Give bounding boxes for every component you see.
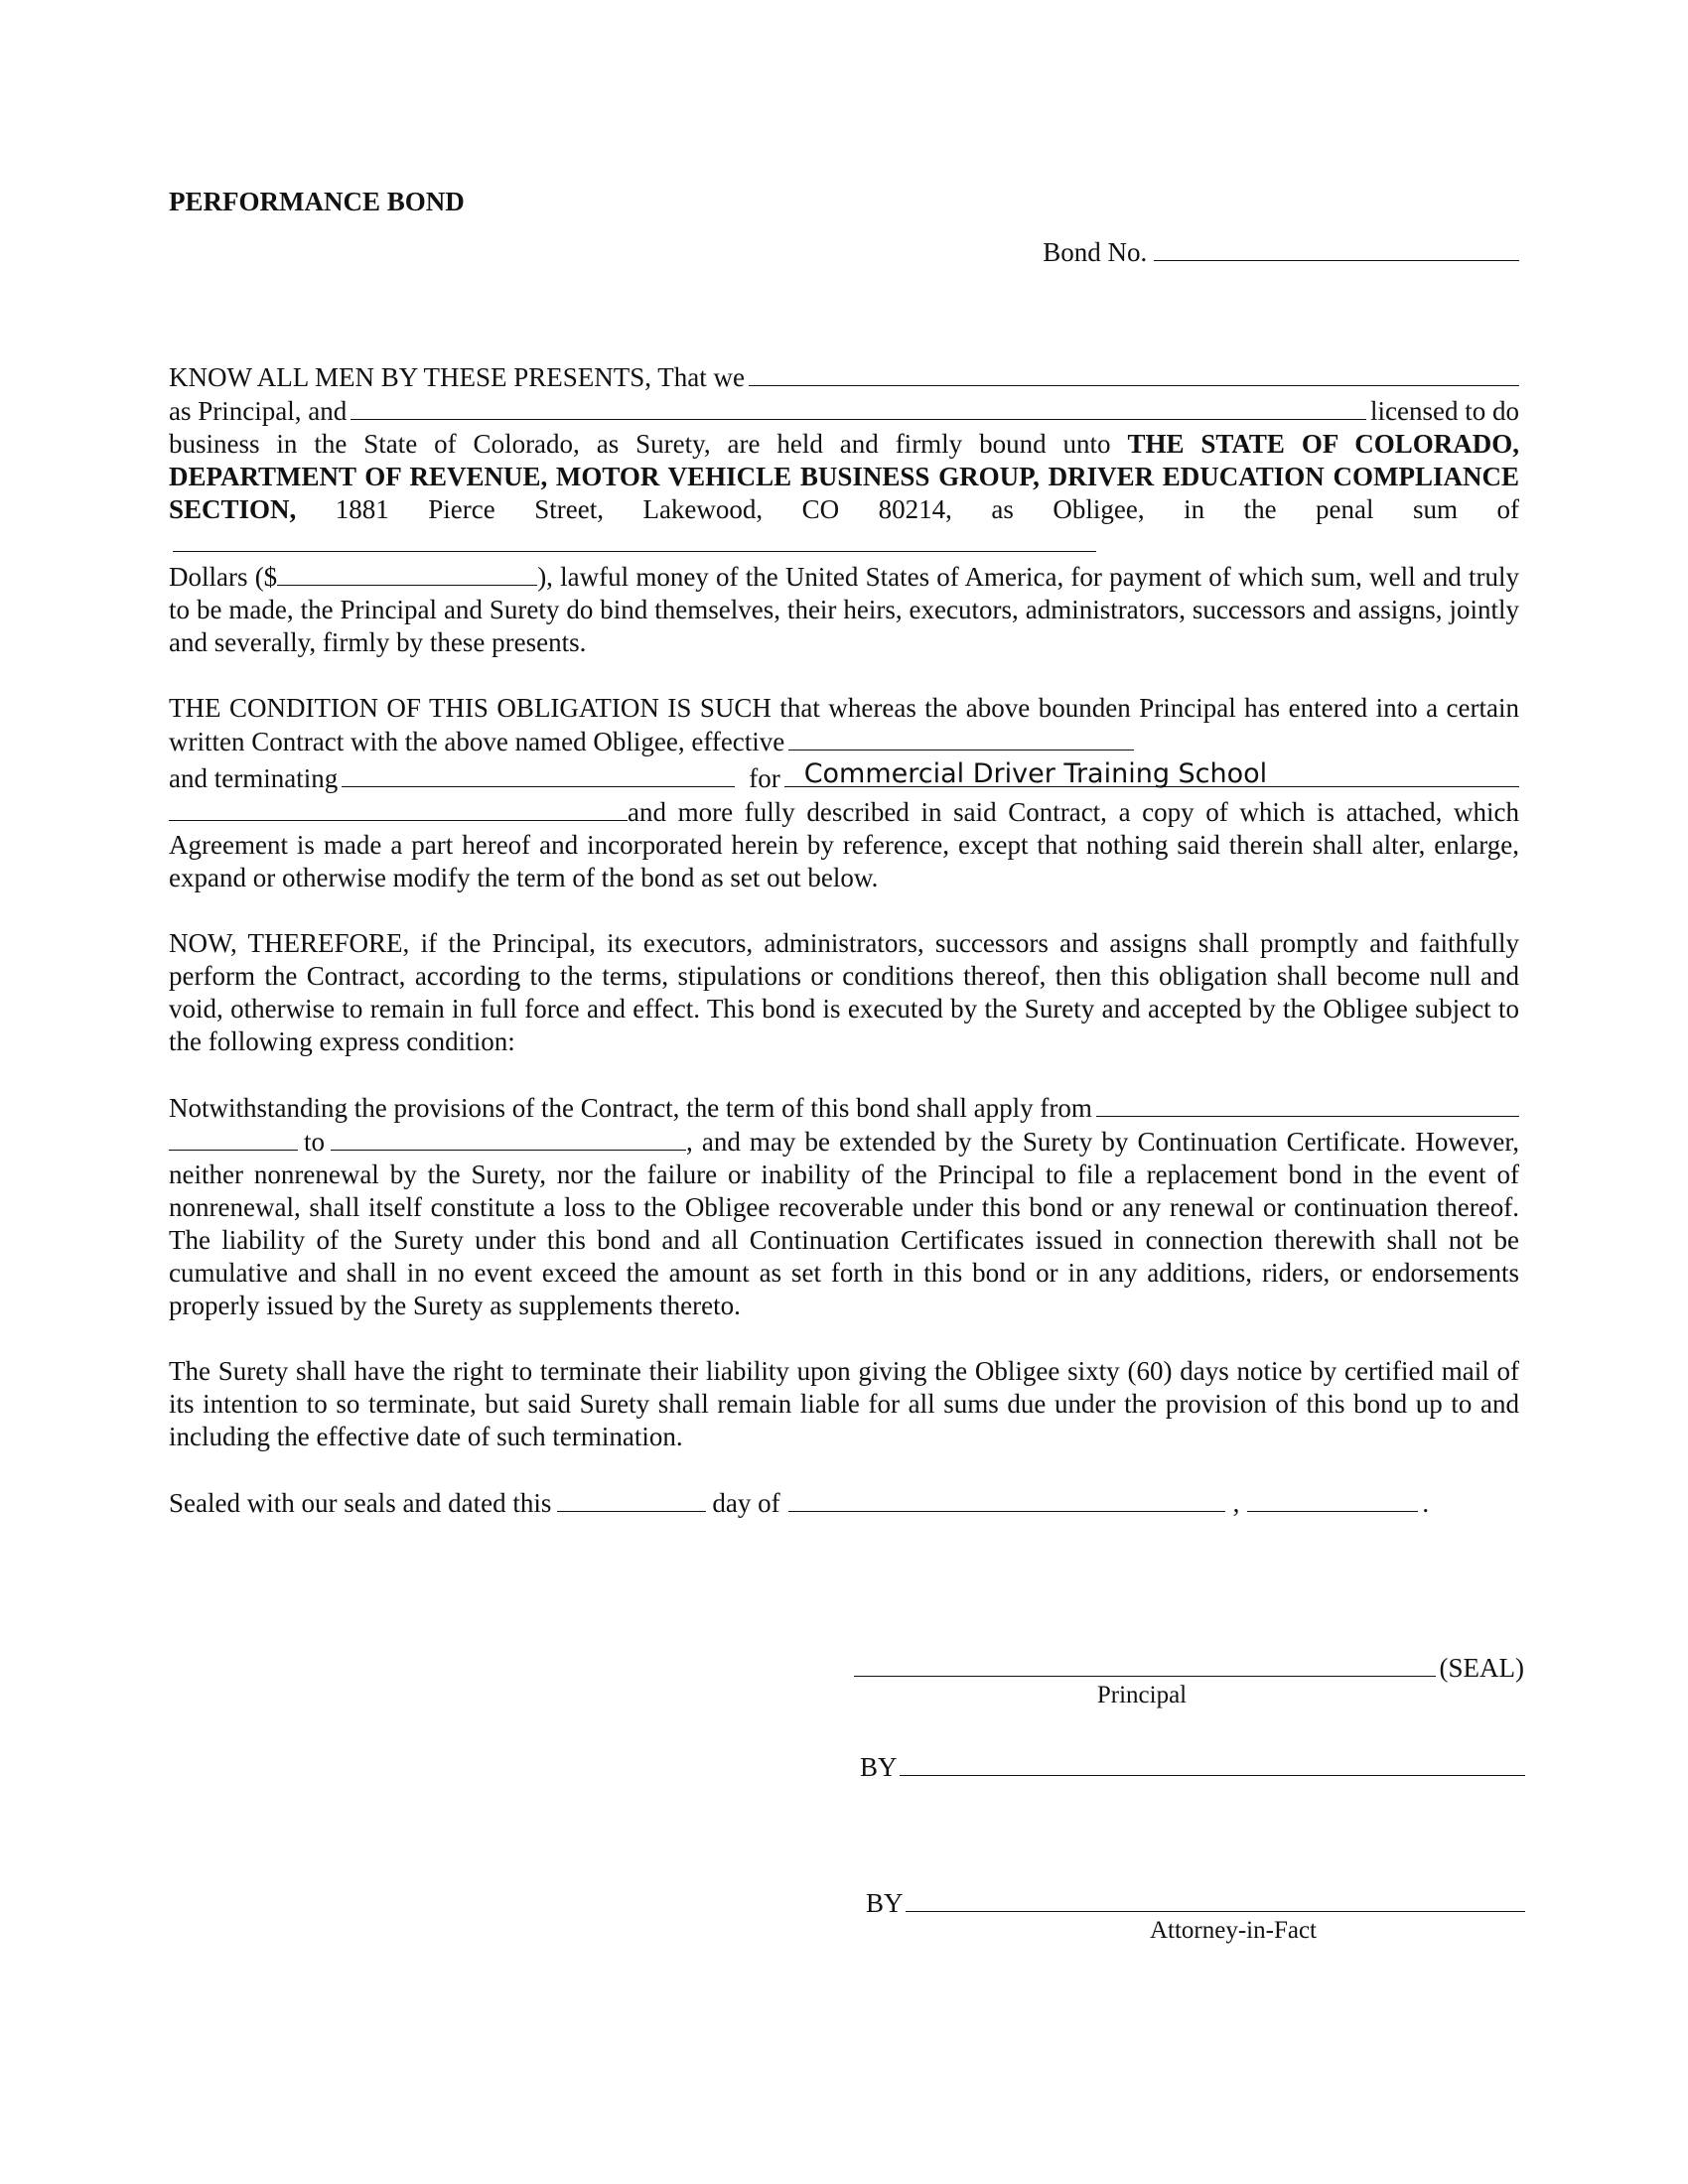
attorney-signature-block: [866, 1888, 1525, 1945]
text-bound-obligee: business in the State of Colorado, as Surety, are held and firmly bound unto THE STATE OF COLORADO, DEPARTMENT OF REVENUE, MOTOR VEHICLE BUSINESS GROUP, DRIVER EDUCATION COMPLIANCE SECTION, 1881 Pierce Street, Lakewood, CO 80214, as Obligee, in the penal sum of: [169, 428, 1519, 560]
text-condition: THE CONDITION OF THIS OBLIGATION IS SUCH that whereas the above bounden Principal has entered into a certain written Contract with the above named Obligee, effective: [169, 693, 1519, 756]
surety-name-field[interactable]: [351, 394, 1366, 420]
text-day-of: day of: [712, 1488, 780, 1518]
text-know-all-men: KNOW ALL MEN BY THESE PRESENTS, That we: [169, 362, 745, 392]
penal-sum-amount-field[interactable]: [277, 560, 537, 586]
bond-number-label: Bond No.: [1043, 237, 1148, 267]
month-field[interactable]: [788, 1486, 1225, 1512]
text-notwithstanding: Notwithstanding the provisions of the Contract, the term of this bond shall apply from: [169, 1093, 1092, 1123]
bond-number-row: [169, 235, 1519, 269]
seal-label: (SEAL): [1439, 1653, 1524, 1683]
text-term-extension: to , and may be extended by the Surety by Continuation Certificate. However, neither nonrenewal by the Surety, nor the failure or inability of the Principal to file a replacement bond in the event of nonrenewal, shall itself constitute a loss to the Obligee recoverable under this bond or any renewal or continuation thereof. The liability of the Surety under this bond and all Continuation Certificates issued in connection therewith shall not be cumulative and shall in no event exceed the amount as set forth in this bond or in any additions, riders, or endorsements properly issued by the Surety as supplements thereto.: [169, 1127, 1519, 1320]
paragraph-principal-surety: [169, 360, 1519, 659]
term-end-field[interactable]: [331, 1125, 686, 1151]
principal-name-field[interactable]: [749, 360, 1519, 386]
attorney-caption: Attorney-in-Fact: [1149, 1917, 1317, 1944]
obligee-name: THE STATE OF COLORADO, DEPARTMENT OF REVENUE, MOTOR VEHICLE BUSINESS GROUP, DRIVER EDUCATION COMPLIANCE SECTION,: [169, 429, 1520, 524]
principal-signature-field[interactable]: [854, 1654, 1436, 1677]
terminating-date-field[interactable]: [342, 761, 735, 787]
contract-purpose-value: Commercial Driver Training School: [803, 758, 1268, 789]
paragraph-now-therefore: NOW, THEREFORE, if the Principal, its executors, administrators, successors and assigns shall promptly and faithfully perform the Contract, according to the terms, stipulations or conditions thereof, then this obligation shall become null and void, otherwise to remain in full force and effect. This bond is executed by the Surety and accepted by the Obligee subject to the following express condition:: [169, 928, 1519, 1056]
penal-sum-words-field[interactable]: [173, 526, 1096, 552]
attorney-signature-field[interactable]: [906, 1889, 1525, 1912]
by-label-1: BY: [860, 1752, 898, 1782]
text-dollars: Dollars ($ ), lawful money of the United States of America, for payment of which sum, well and truly to be made, the Principal and Surety do bind themselves, their heirs, executors, administrators, successors and assigns, jointly and severally, firmly by these presents.: [169, 562, 1519, 657]
text-licensed: licensed to do: [1370, 396, 1519, 426]
term-start-continued-field[interactable]: [169, 1125, 298, 1151]
contract-purpose-field[interactable]: [784, 758, 1519, 787]
text-sealed: Sealed with our seals and dated this: [169, 1488, 552, 1518]
paragraph-condition: [169, 692, 1519, 894]
paragraph-termination-right: The Surety shall have the right to terminate their liability upon giving the Obligee sixty (60) days notice by certified mail of its intention to so terminate, but said Surety shall remain liable for all sums due under the provision of this bond up to and including the effective date of such termination.: [169, 1356, 1519, 1451]
sealed-dated-line: Sealed with our seals and dated this day of , .: [169, 1488, 1430, 1518]
text-and-terminating: and terminating: [169, 763, 339, 793]
text-for: for: [749, 763, 780, 793]
by-signature-field-1[interactable]: [900, 1753, 1525, 1776]
year-field[interactable]: [1247, 1486, 1418, 1512]
term-start-field[interactable]: [1096, 1091, 1519, 1117]
by-label-2: BY: [866, 1888, 904, 1918]
text-as-principal: as Principal, and: [169, 396, 348, 426]
document-body: [169, 179, 1519, 1520]
principal-signature-block: [854, 1653, 1524, 1709]
by-signature-block-1: [860, 1752, 1525, 1783]
contract-purpose-continued-field[interactable]: [169, 795, 628, 821]
bond-number-field[interactable]: [1154, 235, 1519, 261]
principal-caption: Principal: [1096, 1682, 1188, 1708]
document-title: PERFORMANCE BOND: [169, 187, 465, 216]
effective-date-field[interactable]: [788, 725, 1134, 751]
paragraph-notwithstanding: [169, 1091, 1519, 1322]
day-field[interactable]: [557, 1486, 706, 1512]
text-described: and more fully described in said Contract, a copy of which is attached, which Agreement is made a part hereof and incorporated herein by reference, except that nothing said therein shall alter, enlarge, expand or otherwise modify the term of the bond as set out below.: [169, 797, 1519, 892]
